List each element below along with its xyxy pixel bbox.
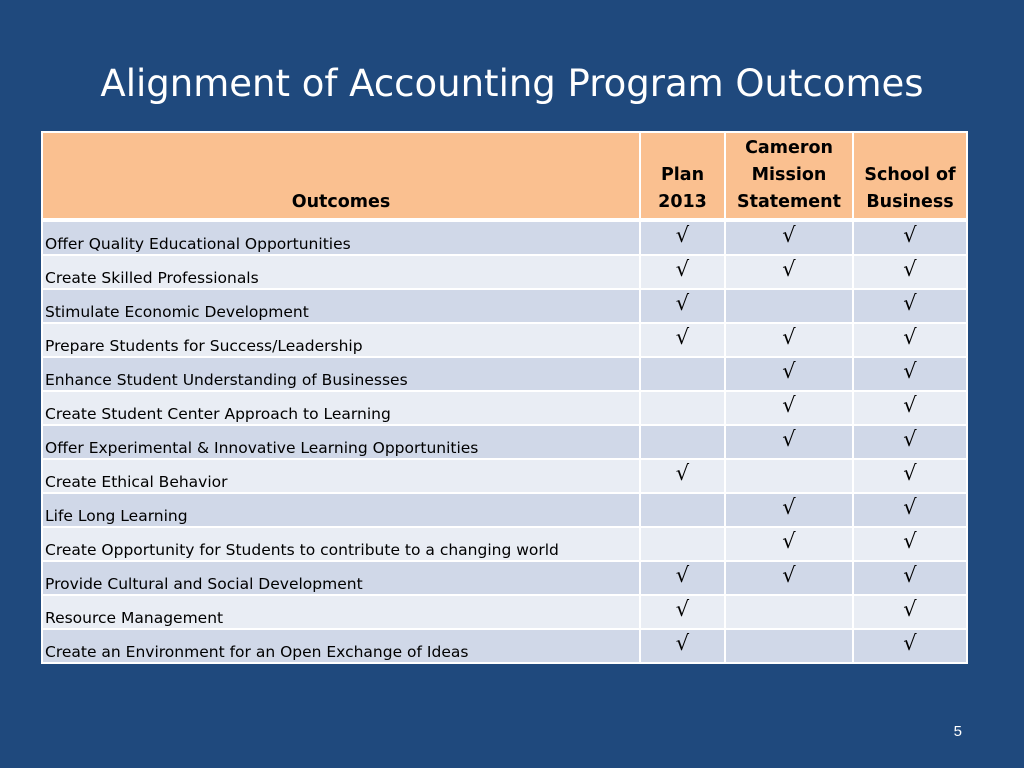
mission-check-mark: √	[725, 425, 853, 459]
table-row	[42, 323, 967, 357]
plan-check-mark	[640, 425, 725, 459]
header-plan-line1: Plan	[660, 165, 705, 185]
header-mission-line3: Statement	[737, 192, 841, 212]
table-body	[42, 220, 967, 663]
plan-check-mark: √	[640, 323, 725, 357]
table-row	[42, 255, 967, 289]
plan-check-mark: √	[640, 255, 725, 289]
mission-check-mark: √	[725, 323, 853, 357]
plan-check-mark	[640, 527, 725, 561]
school-check-mark: √	[853, 459, 967, 493]
table-row	[42, 561, 967, 595]
header-outcomes	[42, 132, 640, 220]
school-check-mark: √	[853, 493, 967, 527]
table-row	[42, 289, 967, 323]
table-row	[42, 527, 967, 561]
school-check-mark: √	[853, 357, 967, 391]
mission-check-mark: √	[725, 391, 853, 425]
outcome-cell: Resource Management	[42, 595, 640, 629]
outcome-cell: Prepare Students for Success/Leadership	[42, 323, 640, 357]
plan-check-mark: √	[640, 220, 725, 255]
school-check-mark: √	[853, 629, 967, 663]
header-outcomes-label: Outcomes	[291, 192, 391, 212]
outcome-cell: Offer Experimental & Innovative Learning Opportunities	[42, 425, 640, 459]
table-row	[42, 629, 967, 663]
header-mission-line2: Mission	[751, 165, 827, 185]
school-check-mark: √	[853, 289, 967, 323]
school-check-mark: √	[853, 323, 967, 357]
plan-check-mark: √	[640, 595, 725, 629]
table-row	[42, 391, 967, 425]
table-row	[42, 357, 967, 391]
plan-check-mark: √	[640, 289, 725, 323]
mission-check-mark: √	[725, 220, 853, 255]
mission-check-mark: √	[725, 561, 853, 595]
outcome-cell: Create Skilled Professionals	[42, 255, 640, 289]
school-check-mark: √	[853, 391, 967, 425]
plan-check-mark: √	[640, 459, 725, 493]
outcome-cell: Create Student Center Approach to Learning	[42, 391, 640, 425]
table-row	[42, 425, 967, 459]
outcome-cell: Create an Environment for an Open Exchange of Ideas	[42, 629, 640, 663]
outcomes-alignment-table	[41, 131, 968, 664]
header-plan-line2: 2013	[658, 192, 707, 212]
header-school-line1: School of	[864, 165, 956, 185]
mission-check-mark: √	[725, 255, 853, 289]
plan-check-mark	[640, 493, 725, 527]
mission-check-mark	[725, 595, 853, 629]
table-row	[42, 595, 967, 629]
school-check-mark: √	[853, 561, 967, 595]
slide-title: Alignment of Accounting Program Outcomes	[100, 62, 924, 105]
mission-check-mark	[725, 289, 853, 323]
outcome-cell: Enhance Student Understanding of Businesses	[42, 357, 640, 391]
header-cameron-mission	[725, 132, 853, 220]
mission-check-mark: √	[725, 527, 853, 561]
mission-check-mark	[725, 459, 853, 493]
table-header-row	[42, 132, 967, 220]
header-plan-2013	[640, 132, 725, 220]
plan-check-mark	[640, 357, 725, 391]
table-row	[42, 220, 967, 255]
header-school-of-business	[853, 132, 967, 220]
school-check-mark: √	[853, 220, 967, 255]
table-row	[42, 493, 967, 527]
outcome-cell: Create Opportunity for Students to contribute to a changing world	[42, 527, 640, 561]
mission-check-mark: √	[725, 493, 853, 527]
table-row	[42, 459, 967, 493]
plan-check-mark: √	[640, 629, 725, 663]
outcome-cell: Create Ethical Behavior	[42, 459, 640, 493]
school-check-mark: √	[853, 425, 967, 459]
page-number: 5	[953, 723, 962, 740]
plan-check-mark	[640, 391, 725, 425]
outcome-cell: Life Long Learning	[42, 493, 640, 527]
mission-check-mark	[725, 629, 853, 663]
header-mission-line1: Cameron	[745, 138, 833, 158]
outcome-cell: Stimulate Economic Development	[42, 289, 640, 323]
outcome-cell: Offer Quality Educational Opportunities	[42, 220, 640, 255]
mission-check-mark: √	[725, 357, 853, 391]
header-school-line2: Business	[866, 192, 954, 212]
outcome-cell: Provide Cultural and Social Development	[42, 561, 640, 595]
plan-check-mark: √	[640, 561, 725, 595]
school-check-mark: √	[853, 255, 967, 289]
school-check-mark: √	[853, 527, 967, 561]
school-check-mark: √	[853, 595, 967, 629]
